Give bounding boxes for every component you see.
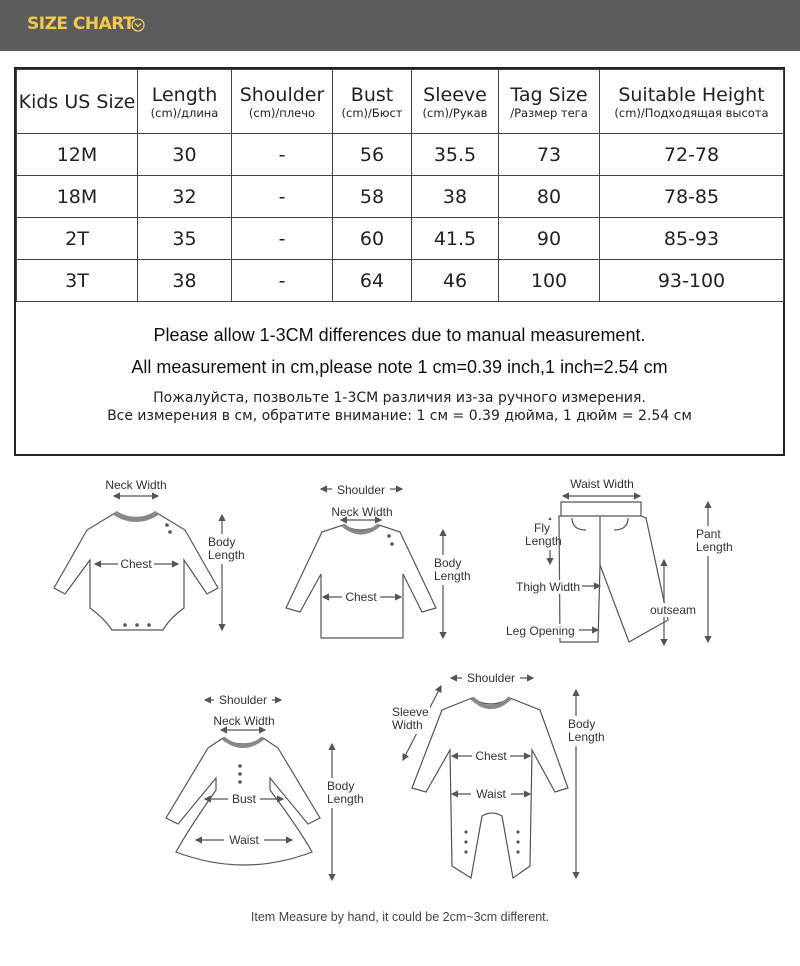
label-neck-width: Neck Width xyxy=(213,714,275,728)
table-cell: 38 xyxy=(412,176,499,218)
label-shoulder: Shoulder xyxy=(218,693,268,707)
chevron-down-icon[interactable] xyxy=(131,18,145,32)
label-leg-opening: Leg Opening xyxy=(506,624,575,638)
note-russian-units: Все измерения в см, обратите внимание: 1 см = 0.39 дюйма, 1 дюйм = 2.54 см xyxy=(107,408,692,424)
label-thigh-width: Thigh Width xyxy=(516,580,581,594)
column-header: Length (cm)/длина xyxy=(138,70,232,134)
table-row xyxy=(17,260,784,302)
svg-text:Length: Length xyxy=(208,548,245,562)
table-cell: 78-85 xyxy=(600,176,784,218)
romper-diagram xyxy=(390,671,609,878)
table-row xyxy=(17,176,784,218)
footer-note: Item Measure by hand, it could be 2cm~3cm different. xyxy=(250,910,550,924)
table-cell: 72-78 xyxy=(600,134,784,176)
label-outseam: outseam xyxy=(650,603,697,617)
table-cell: 100 xyxy=(499,260,600,302)
table-cell: 18M xyxy=(17,176,138,218)
svg-text:Length: Length xyxy=(525,534,562,548)
label-chest: Chest xyxy=(120,557,152,571)
measurement-diagrams xyxy=(0,460,800,905)
dress-diagram xyxy=(166,693,368,880)
table-cell: 90 xyxy=(499,218,600,260)
table-cell: 12M xyxy=(17,134,138,176)
column-header: Tag Size /Размер тега xyxy=(499,70,600,134)
column-header: Bust (cm)/Бюст xyxy=(333,70,412,134)
table-cell: 35.5 xyxy=(412,134,499,176)
size-chart-header xyxy=(0,0,800,51)
table-cell: 93-100 xyxy=(600,260,784,302)
size-chart-box xyxy=(14,67,785,456)
label-pant-length: Pant xyxy=(696,527,721,541)
label-shoulder: Shoulder xyxy=(336,483,386,497)
shirt-outline xyxy=(286,525,436,638)
table-cell: - xyxy=(232,218,333,260)
table-cell: 35 xyxy=(138,218,232,260)
note-english-units: All measurement in cm,please note 1 cm=0.39 inch,1 inch=2.54 cm xyxy=(131,357,668,377)
label-neck-width: Neck Width xyxy=(331,505,393,519)
svg-text:Length: Length xyxy=(568,730,605,744)
label-waist-width: Waist Width xyxy=(570,477,634,491)
table-cell: 46 xyxy=(412,260,499,302)
bodysuit-diagram xyxy=(54,478,247,630)
label-waist: Waist xyxy=(229,833,259,847)
pants-outline xyxy=(559,502,668,642)
column-header: Kids US Size xyxy=(17,70,138,134)
table-cell: 60 xyxy=(333,218,412,260)
table-cell: 56 xyxy=(333,134,412,176)
note-russian-tolerance: Пожалуйста, позвольте 1-3CM различия из-за ручного измерения. xyxy=(153,390,646,406)
size-table xyxy=(16,69,784,302)
shirt-diagram xyxy=(286,482,476,638)
table-cell: 38 xyxy=(138,260,232,302)
label-sleeve-width: Sleeve xyxy=(392,705,429,719)
table-row xyxy=(17,218,784,260)
bodysuit-outline xyxy=(54,513,218,630)
label-fly-length: Fly xyxy=(534,521,550,535)
svg-text:Length: Length xyxy=(696,540,733,554)
label-waist: Waist xyxy=(476,787,506,801)
label-chest: Chest xyxy=(475,749,507,763)
note-english-tolerance: Please allow 1-3CM differences due to manual measurement. xyxy=(153,325,646,345)
table-cell: 73 xyxy=(499,134,600,176)
label-body-length: Body xyxy=(208,535,236,549)
svg-text:Width: Width xyxy=(392,718,423,732)
table-cell: - xyxy=(232,134,333,176)
table-cell: - xyxy=(232,176,333,218)
label-body-length: Body xyxy=(327,779,355,793)
label-body-length: Body xyxy=(568,717,596,731)
label-chest: Chest xyxy=(345,590,377,604)
column-header: Sleeve (cm)/Рукав xyxy=(412,70,499,134)
svg-text:Length: Length xyxy=(434,569,471,583)
table-cell: 2T xyxy=(17,218,138,260)
table-cell: 41.5 xyxy=(412,218,499,260)
label-body-length: Body xyxy=(434,556,462,570)
table-header-row xyxy=(17,70,784,134)
svg-text:Length: Length xyxy=(327,792,364,806)
column-header: Shoulder (cm)/плечо xyxy=(232,70,333,134)
label-neck-width: Neck Width xyxy=(105,478,167,492)
table-cell: 64 xyxy=(333,260,412,302)
pants-diagram xyxy=(505,477,736,645)
header-title: SIZE CHART xyxy=(27,14,135,34)
table-cell: 30 xyxy=(138,134,232,176)
table-cell: 32 xyxy=(138,176,232,218)
column-header: Suitable Height (cm)/Подходящая высота xyxy=(600,70,784,134)
table-cell: 3T xyxy=(17,260,138,302)
table-cell: 85-93 xyxy=(600,218,784,260)
table-cell: 58 xyxy=(333,176,412,218)
label-bust: Bust xyxy=(231,792,257,806)
label-shoulder: Shoulder xyxy=(466,671,516,685)
table-cell: - xyxy=(232,260,333,302)
table-row xyxy=(17,134,784,176)
table-cell: 80 xyxy=(499,176,600,218)
